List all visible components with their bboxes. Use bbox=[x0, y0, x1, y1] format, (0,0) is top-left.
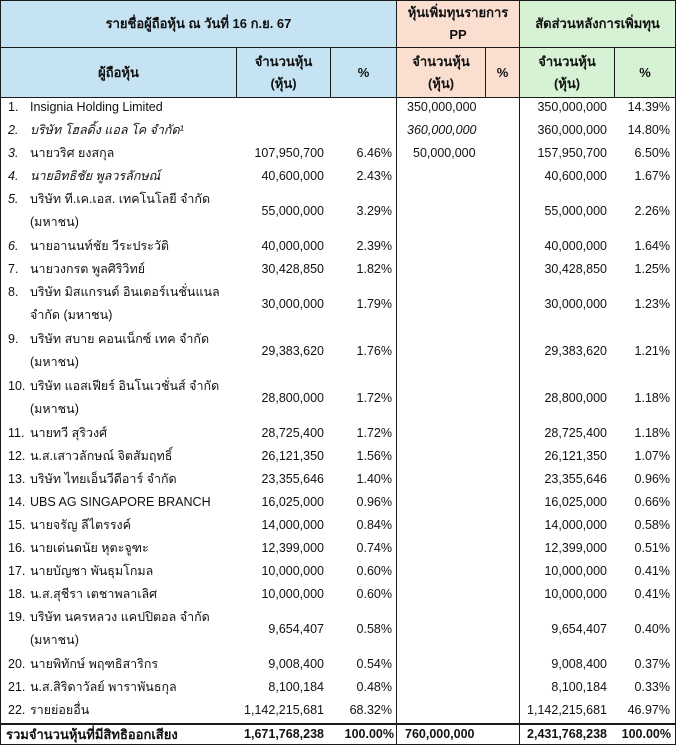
table-row bbox=[0, 375, 676, 422]
after-pct-value: 1.64% bbox=[634, 239, 670, 253]
after-pct-value: 1.23% bbox=[634, 297, 670, 311]
after-shares-value: 55,000,000 bbox=[544, 204, 607, 218]
holder-name-line1: บริษัท โฮลดิ้ง แอล โค จำกัด¹ bbox=[30, 123, 184, 137]
holder-name-line2: (มหาชน) bbox=[30, 215, 79, 229]
pct-value: 2.43% bbox=[356, 169, 392, 183]
table-row bbox=[0, 422, 676, 445]
holder-name-line2: (มหาชน) bbox=[30, 355, 79, 369]
holder-cell bbox=[8, 375, 230, 421]
holder-cell bbox=[8, 142, 230, 165]
table-row bbox=[0, 142, 676, 165]
header-group-shareholders-title: รายชื่อผู้ถือหุ้น ณ วันที่ 16 ก.ย. 67 bbox=[105, 16, 292, 31]
after-shares-value: 29,383,620 bbox=[544, 344, 607, 358]
shares-value: 1,142,215,681 bbox=[244, 703, 324, 717]
holder-cell bbox=[8, 699, 230, 722]
table-row bbox=[0, 653, 676, 676]
after-shares-value: 28,725,400 bbox=[544, 426, 607, 440]
row-number: 9. bbox=[8, 332, 19, 346]
row-number: 5. bbox=[8, 192, 19, 206]
row-number: 16. bbox=[8, 541, 26, 555]
pct-value: 1.79% bbox=[356, 297, 392, 311]
shares-value: 8,100,184 bbox=[268, 680, 324, 694]
holder-name bbox=[30, 96, 230, 119]
header-holder-label: ผู้ถือหุ้น bbox=[98, 64, 139, 80]
row-number: 17. bbox=[8, 564, 26, 578]
after-pct-value: 1.18% bbox=[634, 426, 670, 440]
header-group-after-title: สัดส่วนหลังการเพิ่มทุน bbox=[535, 16, 660, 31]
header-shares-line1: จำนวนหุ้น bbox=[254, 53, 313, 69]
holder-cell bbox=[8, 188, 230, 234]
header-holder bbox=[0, 48, 237, 98]
row-number: 10. bbox=[8, 379, 26, 393]
holder-name-line1: น.ส.สิริดาวัลย์ พาราพันธกุล bbox=[30, 680, 177, 694]
after-shares-value: 26,121,350 bbox=[544, 449, 607, 463]
holder-name bbox=[30, 676, 230, 699]
holder-name bbox=[30, 537, 230, 560]
after-pct-value: 0.58% bbox=[634, 518, 670, 532]
table-row bbox=[0, 281, 676, 328]
after-pct-value: 0.51% bbox=[634, 541, 670, 555]
holder-name bbox=[30, 560, 230, 583]
header-pp-shares-line1: จำนวนหุ้น bbox=[412, 53, 470, 69]
holder-name bbox=[30, 281, 230, 327]
holder-name-line1: นายวริศ ยงสกุล bbox=[30, 146, 115, 160]
holder-name bbox=[30, 606, 230, 652]
after-pct-value: 1.67% bbox=[634, 169, 670, 183]
after-shares-value: 10,000,000 bbox=[544, 564, 607, 578]
holder-name bbox=[30, 491, 230, 514]
holder-name bbox=[30, 699, 230, 722]
holder-cell bbox=[8, 491, 230, 514]
total-pct: 100.00% bbox=[344, 727, 394, 741]
header-after-pct-label: % bbox=[639, 64, 651, 80]
shares-value: 40,600,000 bbox=[261, 169, 324, 183]
after-shares-value: 8,100,184 bbox=[551, 680, 607, 694]
holder-name bbox=[30, 328, 230, 374]
after-pct-value: 1.18% bbox=[634, 391, 670, 405]
header-pct-label: % bbox=[357, 64, 370, 80]
pct-value: 0.74% bbox=[356, 541, 392, 555]
table-row bbox=[0, 537, 676, 560]
holder-name bbox=[30, 468, 230, 491]
shares-value: 30,000,000 bbox=[261, 297, 324, 311]
row-number: 12. bbox=[8, 449, 26, 463]
holder-name bbox=[30, 422, 230, 445]
row-number: 14. bbox=[8, 495, 26, 509]
table-row bbox=[0, 583, 676, 606]
shares-value: 28,725,400 bbox=[261, 426, 324, 440]
shares-value: 9,008,400 bbox=[268, 657, 324, 671]
after-pct-value: 1.21% bbox=[634, 344, 670, 358]
header-after-shares-line1: จำนวนหุ้น bbox=[538, 53, 596, 69]
header-after-pct bbox=[615, 48, 676, 98]
shares-value: 16,025,000 bbox=[261, 495, 324, 509]
after-shares-value: 40,000,000 bbox=[544, 239, 607, 253]
table-row bbox=[0, 328, 676, 375]
total-after-shares: 2,431,768,238 bbox=[527, 727, 607, 741]
holder-name-line1: นายบัญชา พันธุมโกมล bbox=[30, 564, 154, 578]
holder-cell bbox=[8, 514, 230, 537]
row-number: 1. bbox=[8, 100, 19, 114]
holder-cell bbox=[8, 328, 230, 374]
after-shares-value: 157,950,700 bbox=[537, 146, 607, 160]
table-row bbox=[0, 235, 676, 258]
holder-name-line1: นายทวี สุริวงศ์ bbox=[30, 426, 108, 440]
header-pp-shares-line2: (หุ้น) bbox=[427, 75, 455, 91]
row-number: 20. bbox=[8, 657, 26, 671]
holder-cell bbox=[8, 606, 230, 652]
pct-value: 0.54% bbox=[356, 657, 392, 671]
after-shares-value: 30,428,850 bbox=[544, 262, 607, 276]
shares-value: 28,800,000 bbox=[261, 391, 324, 405]
table-row bbox=[0, 119, 676, 142]
total-row bbox=[0, 724, 676, 745]
holder-name-line1: นายเด่นดนัย หุตะจูฑะ bbox=[30, 541, 149, 555]
after-shares-value: 12,399,000 bbox=[544, 541, 607, 555]
table-row bbox=[0, 258, 676, 281]
holder-name-line1: นายพิทักษ์ พฤฑธิสาริกร bbox=[30, 657, 159, 671]
shares-value: 107,950,700 bbox=[254, 146, 324, 160]
shares-value: 55,000,000 bbox=[261, 204, 324, 218]
total-after-pct: 100.00% bbox=[621, 727, 671, 741]
holder-cell bbox=[8, 468, 230, 491]
pct-value: 6.46% bbox=[356, 146, 392, 160]
after-shares-value: 14,000,000 bbox=[544, 518, 607, 532]
header-after-shares-line2: (หุ้น) bbox=[553, 75, 581, 91]
row-number: 7. bbox=[8, 262, 19, 276]
holder-cell bbox=[8, 537, 230, 560]
after-shares-value: 360,000,000 bbox=[537, 123, 607, 137]
table-row bbox=[0, 491, 676, 514]
holder-name-line1: บริษัท ที.เค.เอส. เทคโนโลยี จำกัด bbox=[30, 192, 211, 206]
header-pct bbox=[331, 48, 397, 98]
pp-shares-value: 360,000,000 bbox=[407, 123, 477, 137]
after-pct-value: 2.26% bbox=[634, 204, 670, 218]
after-shares-value: 9,654,407 bbox=[551, 622, 607, 636]
holder-name-line2: (มหาชน) bbox=[30, 633, 79, 647]
after-shares-value: 9,008,400 bbox=[551, 657, 607, 671]
table-row bbox=[0, 468, 676, 491]
header-group-pp bbox=[397, 0, 520, 48]
after-pct-value: 0.37% bbox=[634, 657, 670, 671]
pct-value: 0.48% bbox=[356, 680, 392, 694]
shares-value: 30,428,850 bbox=[261, 262, 324, 276]
after-pct-value: 1.07% bbox=[634, 449, 670, 463]
shares-value: 10,000,000 bbox=[261, 564, 324, 578]
table-row bbox=[0, 514, 676, 537]
header-pp-shares bbox=[397, 48, 486, 98]
pp-shares-value: 350,000,000 bbox=[407, 100, 477, 114]
after-pct-value: 14.39% bbox=[627, 100, 670, 114]
holder-name bbox=[30, 445, 230, 468]
table-row bbox=[0, 445, 676, 468]
holder-name-line1: บริษัท แอสเฟียร์ อินโนเวชั่นส์ จำกัด bbox=[30, 379, 220, 393]
holder-cell bbox=[8, 676, 230, 699]
holder-name-line1: น.ส.สุชีรา เตชาพลาเลิศ bbox=[30, 587, 158, 601]
pct-value: 3.29% bbox=[356, 204, 392, 218]
header-shares bbox=[237, 48, 331, 98]
row-number: 2. bbox=[8, 123, 19, 137]
holder-name-line1: นายวงกรต พูลศิริวิทย์ bbox=[30, 262, 146, 276]
table-row bbox=[0, 188, 676, 235]
shares-value: 14,000,000 bbox=[261, 518, 324, 532]
after-pct-value: 14.80% bbox=[627, 123, 670, 137]
holder-name bbox=[30, 188, 230, 234]
header-after-shares bbox=[520, 48, 615, 98]
holder-cell bbox=[8, 653, 230, 676]
holder-name bbox=[30, 119, 230, 142]
holder-cell bbox=[8, 560, 230, 583]
after-shares-value: 40,600,000 bbox=[544, 169, 607, 183]
total-shares: 1,671,768,238 bbox=[244, 727, 324, 741]
row-number: 8. bbox=[8, 285, 19, 299]
header-group-after bbox=[520, 0, 676, 48]
pct-value: 0.60% bbox=[356, 564, 392, 578]
holder-name-line1: UBS AG SINGAPORE BRANCH bbox=[30, 495, 211, 509]
table-row bbox=[0, 699, 676, 722]
holder-name-line1: นายจรัญ ลีไตรรงค์ bbox=[30, 518, 132, 532]
pct-value: 68.32% bbox=[349, 703, 392, 717]
row-number: 19. bbox=[8, 610, 26, 624]
shares-value: 29,383,620 bbox=[261, 344, 324, 358]
holder-name-line1: บริษัท มิสแกรนด์ อินเตอร์เนชั่นแนล bbox=[30, 285, 220, 299]
row-number: 6. bbox=[8, 239, 19, 253]
table-row bbox=[0, 165, 676, 188]
holder-name-line1: รายย่อยอื่น bbox=[30, 703, 90, 717]
after-pct-value: 0.41% bbox=[634, 587, 670, 601]
table-row bbox=[0, 606, 676, 653]
pct-value: 1.72% bbox=[356, 426, 392, 440]
header-group-pp-line2: PP bbox=[449, 27, 467, 42]
header-pp-pct bbox=[486, 48, 520, 98]
after-shares-value: 350,000,000 bbox=[537, 100, 607, 114]
pct-value: 0.60% bbox=[356, 587, 392, 601]
holder-name-line2: จำกัด (มหาชน) bbox=[30, 308, 113, 322]
pct-value: 1.72% bbox=[356, 391, 392, 405]
holder-name bbox=[30, 235, 230, 258]
row-number: 22. bbox=[8, 703, 26, 717]
holder-cell bbox=[8, 583, 230, 606]
header-pp-pct-label: % bbox=[496, 64, 509, 80]
pct-value: 1.76% bbox=[356, 344, 392, 358]
holder-name bbox=[30, 165, 230, 188]
after-shares-value: 10,000,000 bbox=[544, 587, 607, 601]
holder-name-line1: Insignia Holding Limited bbox=[30, 100, 163, 114]
row-number: 11. bbox=[8, 426, 25, 440]
pct-value: 1.56% bbox=[356, 449, 392, 463]
row-number: 3. bbox=[8, 146, 19, 160]
row-number: 21. bbox=[8, 680, 26, 694]
table-row bbox=[0, 96, 676, 119]
header-group-pp-line1: หุ้นเพิ่มทุนรายการ bbox=[407, 5, 509, 20]
holder-name bbox=[30, 375, 230, 421]
after-pct-value: 0.41% bbox=[634, 564, 670, 578]
header-shares-line2: (หุ้น) bbox=[270, 75, 297, 91]
holder-name bbox=[30, 142, 230, 165]
holder-cell bbox=[8, 119, 230, 142]
holder-cell bbox=[8, 96, 230, 119]
holder-name-line2: (มหาชน) bbox=[30, 402, 79, 416]
holder-name-line1: นายอานนท์ชัย วีระประวัติ bbox=[30, 239, 169, 253]
shares-value: 10,000,000 bbox=[261, 587, 324, 601]
holder-cell bbox=[8, 281, 230, 327]
after-pct-value: 1.25% bbox=[634, 262, 670, 276]
after-shares-value: 30,000,000 bbox=[544, 297, 607, 311]
after-pct-value: 6.50% bbox=[634, 146, 670, 160]
row-number: 15. bbox=[8, 518, 26, 532]
holder-cell bbox=[8, 258, 230, 281]
table-row bbox=[0, 676, 676, 699]
total-label: รวมจำนวนหุ้นที่มีสิทธิออกเสียง bbox=[6, 727, 178, 742]
after-shares-value: 1,142,215,681 bbox=[527, 703, 607, 717]
after-shares-value: 28,800,000 bbox=[544, 391, 607, 405]
after-shares-value: 23,355,646 bbox=[544, 472, 607, 486]
shares-value: 12,399,000 bbox=[261, 541, 324, 555]
holder-name-line1: น.ส.เสาวลักษณ์ จิตสัมฤทธิ์ bbox=[30, 449, 173, 463]
shares-value: 26,121,350 bbox=[261, 449, 324, 463]
holder-name bbox=[30, 258, 230, 281]
holder-name bbox=[30, 653, 230, 676]
holder-cell bbox=[8, 165, 230, 188]
after-shares-value: 16,025,000 bbox=[544, 495, 607, 509]
row-number: 4. bbox=[8, 169, 19, 183]
holder-cell bbox=[8, 235, 230, 258]
pct-value: 1.82% bbox=[356, 262, 392, 276]
total-pp-shares: 760,000,000 bbox=[405, 727, 475, 741]
pct-value: 1.40% bbox=[356, 472, 392, 486]
header-group-shareholders bbox=[0, 0, 397, 48]
holder-name-line1: บริษัท สบาย คอนเน็กซ์ เทค จำกัด bbox=[30, 332, 210, 346]
holder-name bbox=[30, 583, 230, 606]
holder-name bbox=[30, 514, 230, 537]
holder-cell bbox=[8, 445, 230, 468]
shares-value: 23,355,646 bbox=[261, 472, 324, 486]
row-number: 18. bbox=[8, 587, 26, 601]
holder-cell bbox=[8, 422, 230, 445]
pct-value: 0.84% bbox=[356, 518, 392, 532]
shares-value: 40,000,000 bbox=[261, 239, 324, 253]
shares-value: 9,654,407 bbox=[268, 622, 324, 636]
row-number: 13. bbox=[8, 472, 26, 486]
pct-value: 2.39% bbox=[356, 239, 392, 253]
pct-value: 0.96% bbox=[356, 495, 392, 509]
after-pct-value: 0.40% bbox=[634, 622, 670, 636]
holder-name-line1: นายอิทธิชัย พูลวรลักษณ์ bbox=[30, 169, 161, 183]
after-pct-value: 0.66% bbox=[634, 495, 670, 509]
table-row bbox=[0, 560, 676, 583]
after-pct-value: 0.33% bbox=[634, 680, 670, 694]
after-pct-value: 0.96% bbox=[634, 472, 670, 486]
holder-name-line1: บริษัท นครหลวง แคปปิตอล จำกัด bbox=[30, 610, 210, 624]
after-pct-value: 46.97% bbox=[627, 703, 670, 717]
pp-shares-value: 50,000,000 bbox=[413, 146, 476, 160]
pct-value: 0.58% bbox=[356, 622, 392, 636]
holder-name-line1: บริษัท ไทยเอ็นวีดีอาร์ จำกัด bbox=[30, 472, 177, 486]
